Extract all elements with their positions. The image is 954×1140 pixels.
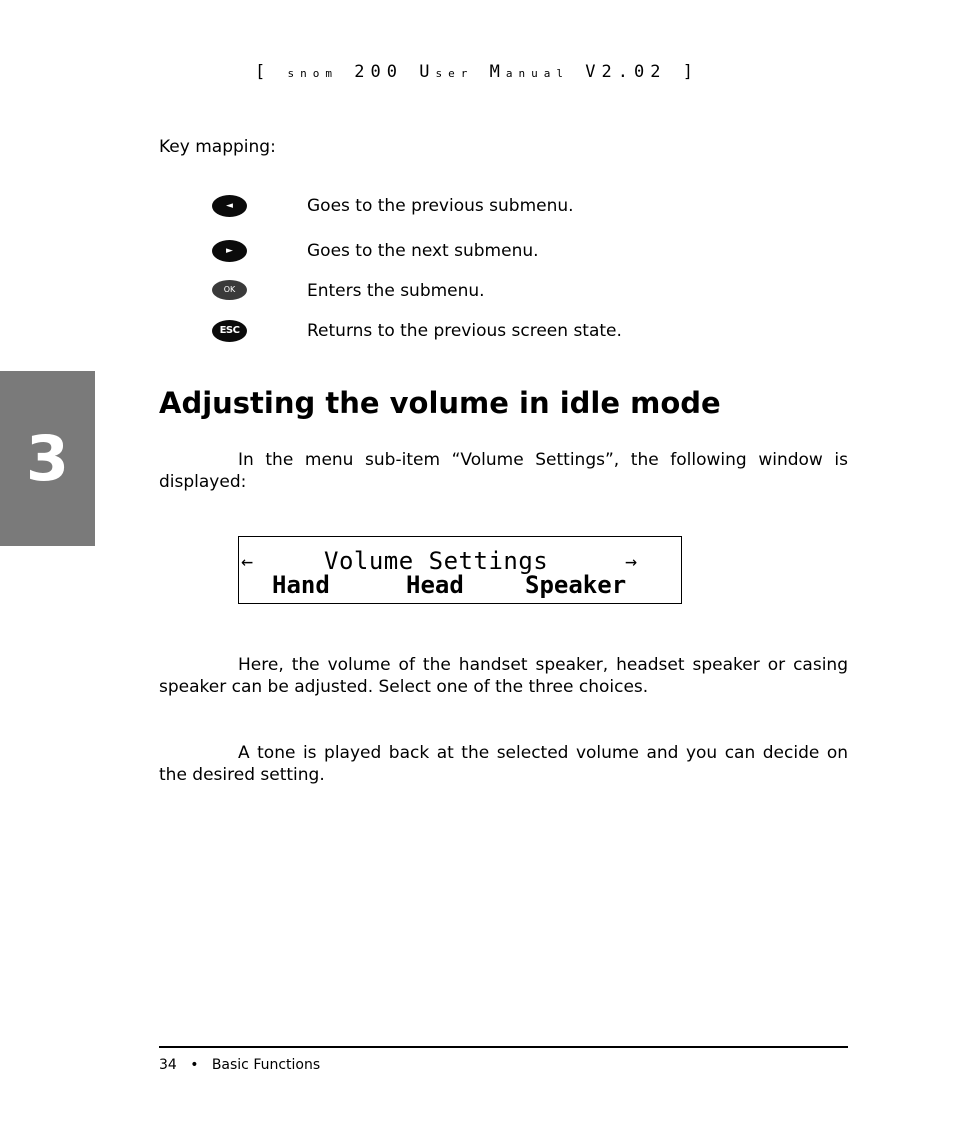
lcd-display: [238, 536, 682, 604]
key-mapping-intro: Key mapping:: [159, 137, 276, 157]
footer-section: Basic Functions: [211, 1057, 321, 1073]
header-model: 200: [354, 62, 404, 82]
running-header: [0, 62, 954, 82]
lcd-option-speaker: Speaker: [525, 571, 627, 599]
ok-key-icon: OK: [212, 280, 247, 300]
footer-rule: [159, 1046, 848, 1048]
key-description: Goes to the next submenu.: [307, 241, 539, 261]
lcd-line-title: [239, 549, 681, 573]
key-row-previous: [212, 195, 852, 219]
header-manual-initial: M: [489, 62, 506, 82]
header-bracket-close: ]: [682, 62, 699, 82]
header-version: V2.02: [585, 62, 667, 82]
left-arrow-icon: ←: [241, 549, 254, 573]
header-manual-rest: anual: [505, 67, 570, 80]
header-user-initial: U: [419, 62, 436, 82]
esc-key-icon: ESC: [212, 320, 247, 342]
left-key-icon: ◄: [212, 195, 247, 217]
right-key-icon: ►: [212, 240, 247, 262]
page-footer: [159, 1057, 320, 1073]
lcd-option-head: Head: [406, 571, 464, 599]
section-title: Adjusting the volume in idle mode: [159, 386, 721, 420]
chapter-tab: 3: [0, 371, 95, 546]
key-row-ok: [212, 280, 852, 304]
paragraph-tone: A tone is played back at the selected volume and you can decide on the desired setting.: [159, 743, 848, 785]
key-row-next: [212, 240, 852, 264]
right-arrow-icon: →: [625, 549, 638, 573]
key-description: Returns to the previous screen state.: [307, 321, 622, 341]
paragraph-choices: Here, the volume of the handset speaker, headset speaker or casing speaker can be adjusted. Select one of the three choices.: [159, 655, 848, 697]
page-number: 34: [159, 1057, 177, 1073]
paragraph-intro: In the menu sub-item “Volume Settings”, the following window is displayed:: [159, 450, 848, 492]
key-description: Enters the submenu.: [307, 281, 485, 301]
lcd-title: Volume Settings: [324, 547, 549, 575]
header-user-rest: ser: [435, 67, 474, 80]
key-row-esc: [212, 320, 852, 344]
lcd-line-options: [239, 573, 681, 597]
footer-bullet: •: [190, 1057, 199, 1073]
header-brand: snom: [287, 67, 339, 80]
lcd-option-hand: Hand: [272, 571, 330, 599]
header-bracket-open: [: [255, 62, 272, 82]
key-description: Goes to the previous submenu.: [307, 196, 574, 216]
